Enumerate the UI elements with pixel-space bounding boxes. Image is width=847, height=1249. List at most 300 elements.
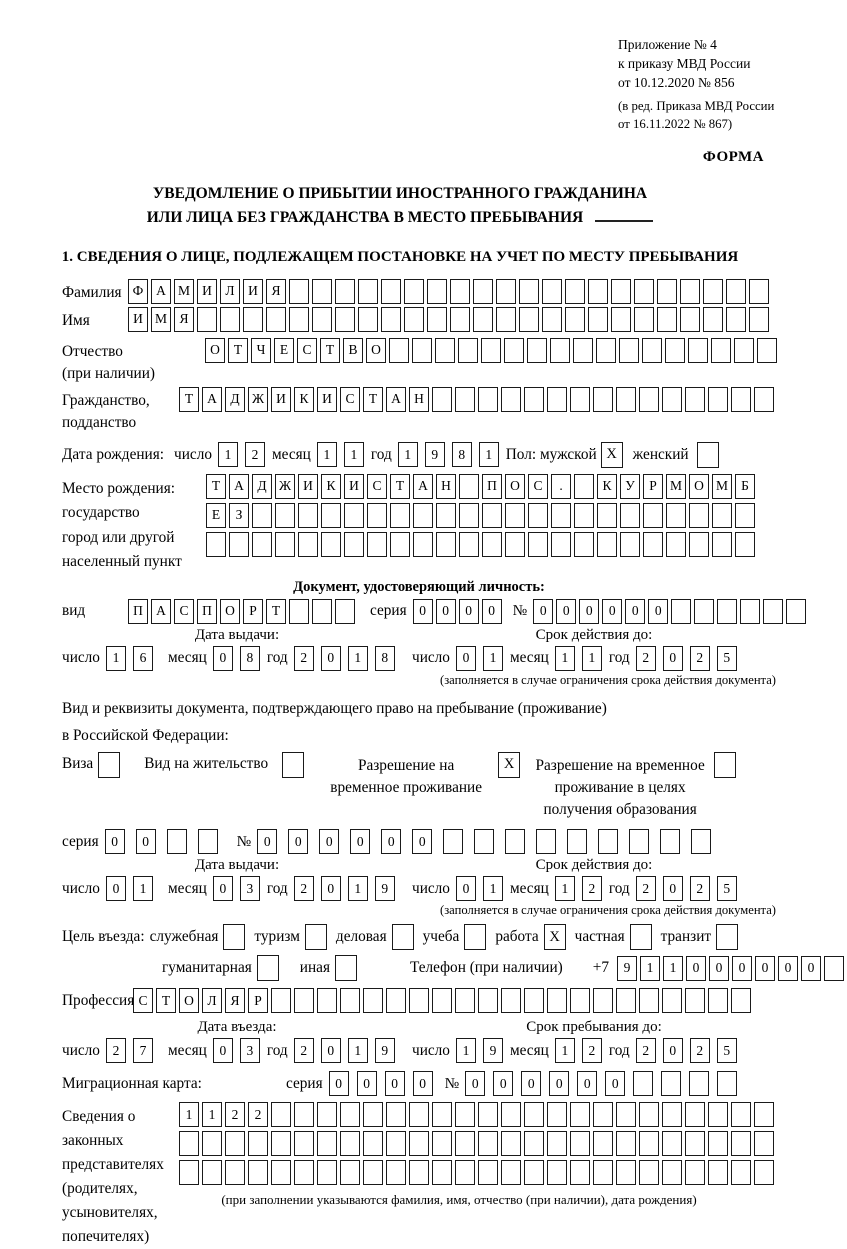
form-cell[interactable] <box>708 387 728 412</box>
form-cell[interactable]: М <box>151 307 171 332</box>
form-cell[interactable]: 2 <box>106 1038 126 1063</box>
form-cell[interactable] <box>524 1102 544 1127</box>
temp-residence-checkbox[interactable]: X <box>498 752 520 778</box>
form-cell[interactable] <box>459 474 479 499</box>
form-cell[interactable]: 0 <box>257 829 277 854</box>
form-cell[interactable]: 2 <box>582 876 602 901</box>
form-cell[interactable] <box>252 503 272 528</box>
form-cell[interactable] <box>694 599 714 624</box>
education-residence-checkbox[interactable] <box>714 752 736 778</box>
form-cell[interactable]: 0 <box>493 1071 513 1096</box>
form-cell[interactable]: Б <box>735 474 755 499</box>
form-cell[interactable]: С <box>367 474 387 499</box>
form-cell[interactable] <box>409 1160 429 1185</box>
form-cell[interactable] <box>593 387 613 412</box>
form-cell[interactable] <box>450 307 470 332</box>
form-cell[interactable] <box>685 988 705 1013</box>
form-cell[interactable] <box>275 532 295 557</box>
form-cell[interactable] <box>220 307 240 332</box>
form-cell[interactable]: А <box>151 599 171 624</box>
form-cell[interactable] <box>611 307 631 332</box>
form-cell[interactable]: Е <box>274 338 294 363</box>
form-cell[interactable] <box>455 1131 475 1156</box>
form-cell[interactable] <box>634 279 654 304</box>
form-cell[interactable]: 0 <box>625 599 645 624</box>
form-cell[interactable] <box>367 503 387 528</box>
form-cell[interactable] <box>754 1160 774 1185</box>
form-cell[interactable] <box>662 387 682 412</box>
form-cell[interactable] <box>289 307 309 332</box>
form-cell[interactable] <box>404 279 424 304</box>
form-cell[interactable]: О <box>689 474 709 499</box>
form-cell[interactable]: 1 <box>317 442 337 467</box>
form-cell[interactable]: 5 <box>717 876 737 901</box>
form-cell[interactable] <box>616 988 636 1013</box>
business-checkbox[interactable] <box>392 924 414 950</box>
form-cell[interactable] <box>501 988 521 1013</box>
form-cell[interactable]: 9 <box>375 1038 395 1063</box>
form-cell[interactable] <box>435 338 455 363</box>
form-cell[interactable]: 0 <box>329 1071 349 1096</box>
form-cell[interactable] <box>671 599 691 624</box>
form-cell[interactable] <box>459 532 479 557</box>
form-cell[interactable] <box>458 338 478 363</box>
form-cell[interactable]: 2 <box>636 1038 656 1063</box>
form-cell[interactable]: А <box>413 474 433 499</box>
form-cell[interactable]: О <box>366 338 386 363</box>
form-cell[interactable] <box>478 1160 498 1185</box>
form-cell[interactable]: 2 <box>248 1102 268 1127</box>
form-cell[interactable] <box>271 1102 291 1127</box>
form-cell[interactable]: Н <box>436 474 456 499</box>
form-cell[interactable] <box>824 956 844 981</box>
form-cell[interactable] <box>478 387 498 412</box>
form-cell[interactable] <box>547 1160 567 1185</box>
form-cell[interactable] <box>685 387 705 412</box>
form-cell[interactable] <box>478 1131 498 1156</box>
form-cell[interactable] <box>248 1131 268 1156</box>
form-cell[interactable]: 0 <box>459 599 479 624</box>
form-cell[interactable]: А <box>202 387 222 412</box>
form-cell[interactable] <box>363 1102 383 1127</box>
form-cell[interactable]: 8 <box>240 646 260 671</box>
form-cell[interactable]: 2 <box>690 1038 710 1063</box>
form-cell[interactable]: 0 <box>663 646 683 671</box>
form-cell[interactable]: 5 <box>717 1038 737 1063</box>
form-cell[interactable] <box>289 599 309 624</box>
form-cell[interactable] <box>666 503 686 528</box>
form-cell[interactable]: О <box>505 474 525 499</box>
form-cell[interactable]: Я <box>225 988 245 1013</box>
form-cell[interactable]: 0 <box>801 956 821 981</box>
form-cell[interactable] <box>536 829 556 854</box>
form-cell[interactable] <box>593 1131 613 1156</box>
form-cell[interactable] <box>547 1131 567 1156</box>
form-cell[interactable] <box>731 387 751 412</box>
form-cell[interactable]: 1 <box>348 876 368 901</box>
form-cell[interactable] <box>202 1160 222 1185</box>
form-cell[interactable] <box>455 387 475 412</box>
form-cell[interactable] <box>528 532 548 557</box>
form-cell[interactable]: 0 <box>533 599 553 624</box>
form-cell[interactable]: 1 <box>663 956 683 981</box>
form-cell[interactable]: 3 <box>240 876 260 901</box>
form-cell[interactable] <box>574 503 594 528</box>
form-cell[interactable] <box>754 1102 774 1127</box>
form-cell[interactable]: 2 <box>294 646 314 671</box>
form-cell[interactable] <box>597 503 617 528</box>
form-cell[interactable]: О <box>179 988 199 1013</box>
form-cell[interactable]: 0 <box>709 956 729 981</box>
form-cell[interactable] <box>317 988 337 1013</box>
form-cell[interactable] <box>197 307 217 332</box>
form-cell[interactable] <box>198 829 218 854</box>
form-cell[interactable] <box>542 307 562 332</box>
form-cell[interactable]: 0 <box>288 829 308 854</box>
form-cell[interactable]: Т <box>320 338 340 363</box>
form-cell[interactable] <box>167 829 187 854</box>
form-cell[interactable] <box>294 1102 314 1127</box>
form-cell[interactable]: А <box>386 387 406 412</box>
form-cell[interactable] <box>551 503 571 528</box>
form-cell[interactable] <box>570 1102 590 1127</box>
form-cell[interactable] <box>179 1131 199 1156</box>
form-cell[interactable] <box>229 532 249 557</box>
form-cell[interactable] <box>740 599 760 624</box>
form-cell[interactable]: А <box>151 279 171 304</box>
form-cell[interactable]: Р <box>643 474 663 499</box>
form-cell[interactable]: 0 <box>556 599 576 624</box>
form-cell[interactable]: 9 <box>617 956 637 981</box>
form-cell[interactable]: 2 <box>690 646 710 671</box>
form-cell[interactable] <box>482 532 502 557</box>
form-cell[interactable] <box>501 1160 521 1185</box>
form-cell[interactable]: 0 <box>648 599 668 624</box>
form-cell[interactable] <box>596 338 616 363</box>
form-cell[interactable]: О <box>220 599 240 624</box>
form-cell[interactable] <box>386 988 406 1013</box>
form-cell[interactable] <box>386 1102 406 1127</box>
form-cell[interactable] <box>225 1131 245 1156</box>
form-cell[interactable] <box>317 1102 337 1127</box>
form-cell[interactable]: З <box>229 503 249 528</box>
form-cell[interactable] <box>243 307 263 332</box>
form-cell[interactable] <box>616 387 636 412</box>
form-cell[interactable] <box>616 1160 636 1185</box>
form-cell[interactable] <box>708 988 728 1013</box>
form-cell[interactable] <box>547 387 567 412</box>
form-cell[interactable] <box>588 279 608 304</box>
form-cell[interactable] <box>735 503 755 528</box>
form-cell[interactable] <box>344 503 364 528</box>
form-cell[interactable] <box>749 279 769 304</box>
form-cell[interactable]: 1 <box>582 646 602 671</box>
form-cell[interactable] <box>639 387 659 412</box>
form-cell[interactable]: Ч <box>251 338 271 363</box>
form-cell[interactable] <box>726 279 746 304</box>
form-cell[interactable]: 0 <box>686 956 706 981</box>
form-cell[interactable] <box>340 988 360 1013</box>
form-cell[interactable]: 0 <box>350 829 370 854</box>
form-cell[interactable]: 2 <box>636 876 656 901</box>
form-cell[interactable] <box>524 387 544 412</box>
form-cell[interactable] <box>662 988 682 1013</box>
form-cell[interactable] <box>413 503 433 528</box>
form-cell[interactable] <box>616 1131 636 1156</box>
form-cell[interactable] <box>547 1102 567 1127</box>
form-cell[interactable]: 0 <box>321 876 341 901</box>
form-cell[interactable]: И <box>298 474 318 499</box>
form-cell[interactable] <box>639 1131 659 1156</box>
form-cell[interactable] <box>685 1131 705 1156</box>
form-cell[interactable]: А <box>229 474 249 499</box>
form-cell[interactable] <box>524 988 544 1013</box>
form-cell[interactable]: И <box>128 307 148 332</box>
form-cell[interactable]: С <box>133 988 153 1013</box>
form-cell[interactable]: Я <box>266 279 286 304</box>
form-cell[interactable]: 0 <box>579 599 599 624</box>
form-cell[interactable] <box>496 307 516 332</box>
form-cell[interactable]: 0 <box>413 599 433 624</box>
form-cell[interactable] <box>703 279 723 304</box>
form-cell[interactable] <box>616 1102 636 1127</box>
form-cell[interactable]: 9 <box>375 876 395 901</box>
form-cell[interactable] <box>459 503 479 528</box>
form-cell[interactable] <box>289 279 309 304</box>
form-cell[interactable]: И <box>317 387 337 412</box>
form-cell[interactable]: 1 <box>479 442 499 467</box>
form-cell[interactable] <box>708 1160 728 1185</box>
form-cell[interactable]: 0 <box>778 956 798 981</box>
form-cell[interactable]: 8 <box>452 442 472 467</box>
form-cell[interactable]: О <box>205 338 225 363</box>
form-cell[interactable]: С <box>174 599 194 624</box>
form-cell[interactable] <box>432 988 452 1013</box>
form-cell[interactable] <box>367 532 387 557</box>
form-cell[interactable] <box>620 532 640 557</box>
form-cell[interactable]: П <box>482 474 502 499</box>
form-cell[interactable]: 0 <box>319 829 339 854</box>
form-cell[interactable] <box>731 1131 751 1156</box>
form-cell[interactable]: С <box>297 338 317 363</box>
form-cell[interactable] <box>413 532 433 557</box>
form-cell[interactable]: Т <box>206 474 226 499</box>
form-cell[interactable] <box>524 1160 544 1185</box>
form-cell[interactable] <box>312 599 332 624</box>
form-cell[interactable]: 0 <box>321 646 341 671</box>
form-cell[interactable] <box>731 1102 751 1127</box>
form-cell[interactable] <box>620 503 640 528</box>
form-cell[interactable] <box>358 307 378 332</box>
form-cell[interactable]: 1 <box>179 1102 199 1127</box>
form-cell[interactable] <box>473 307 493 332</box>
form-cell[interactable] <box>455 988 475 1013</box>
form-cell[interactable] <box>567 829 587 854</box>
male-checkbox[interactable]: X <box>601 442 623 468</box>
form-cell[interactable]: 1 <box>483 646 503 671</box>
form-cell[interactable] <box>574 474 594 499</box>
form-cell[interactable] <box>252 532 272 557</box>
form-cell[interactable]: Е <box>206 503 226 528</box>
form-cell[interactable] <box>547 988 567 1013</box>
form-cell[interactable] <box>689 1071 709 1096</box>
form-cell[interactable] <box>661 1071 681 1096</box>
form-cell[interactable] <box>409 1131 429 1156</box>
form-cell[interactable]: П <box>128 599 148 624</box>
form-cell[interactable] <box>662 1102 682 1127</box>
form-cell[interactable]: 1 <box>555 646 575 671</box>
form-cell[interactable] <box>593 1160 613 1185</box>
form-cell[interactable] <box>786 599 806 624</box>
form-cell[interactable]: Я <box>174 307 194 332</box>
form-cell[interactable] <box>271 1131 291 1156</box>
form-cell[interactable] <box>344 532 364 557</box>
form-cell[interactable] <box>206 532 226 557</box>
form-cell[interactable] <box>642 338 662 363</box>
private-checkbox[interactable] <box>630 924 652 950</box>
form-cell[interactable] <box>294 1160 314 1185</box>
form-cell[interactable] <box>735 532 755 557</box>
form-cell[interactable]: Т <box>228 338 248 363</box>
form-cell[interactable] <box>432 1131 452 1156</box>
form-cell[interactable]: И <box>243 279 263 304</box>
form-cell[interactable] <box>629 829 649 854</box>
visa-checkbox[interactable] <box>98 752 120 778</box>
form-cell[interactable] <box>294 1131 314 1156</box>
form-cell[interactable]: Т <box>179 387 199 412</box>
form-cell[interactable]: 5 <box>717 646 737 671</box>
form-cell[interactable]: 0 <box>385 1071 405 1096</box>
form-cell[interactable]: Р <box>243 599 263 624</box>
form-cell[interactable] <box>340 1102 360 1127</box>
form-cell[interactable] <box>551 532 571 557</box>
form-cell[interactable] <box>474 829 494 854</box>
form-cell[interactable] <box>662 1131 682 1156</box>
form-cell[interactable] <box>611 279 631 304</box>
form-cell[interactable]: И <box>197 279 217 304</box>
form-cell[interactable]: Н <box>409 387 429 412</box>
form-cell[interactable] <box>294 988 314 1013</box>
form-cell[interactable]: 0 <box>381 829 401 854</box>
form-cell[interactable] <box>712 503 732 528</box>
form-cell[interactable] <box>409 988 429 1013</box>
form-cell[interactable]: 0 <box>755 956 775 981</box>
form-cell[interactable] <box>711 338 731 363</box>
form-cell[interactable] <box>432 1102 452 1127</box>
form-cell[interactable]: 0 <box>602 599 622 624</box>
form-cell[interactable] <box>619 338 639 363</box>
form-cell[interactable] <box>427 279 447 304</box>
form-cell[interactable] <box>570 988 590 1013</box>
form-cell[interactable]: С <box>340 387 360 412</box>
female-checkbox[interactable] <box>697 442 719 468</box>
form-cell[interactable] <box>409 1102 429 1127</box>
form-cell[interactable]: 0 <box>549 1071 569 1096</box>
form-cell[interactable] <box>570 387 590 412</box>
form-cell[interactable] <box>478 988 498 1013</box>
form-cell[interactable] <box>275 503 295 528</box>
form-cell[interactable]: 1 <box>344 442 364 467</box>
form-cell[interactable] <box>666 532 686 557</box>
form-cell[interactable]: 2 <box>690 876 710 901</box>
form-cell[interactable]: 8 <box>375 646 395 671</box>
form-cell[interactable] <box>335 599 355 624</box>
form-cell[interactable] <box>565 279 585 304</box>
form-cell[interactable]: 1 <box>456 1038 476 1063</box>
form-cell[interactable] <box>335 307 355 332</box>
form-cell[interactable]: П <box>197 599 217 624</box>
form-cell[interactable] <box>505 503 525 528</box>
form-cell[interactable] <box>643 503 663 528</box>
form-cell[interactable] <box>570 1160 590 1185</box>
form-cell[interactable] <box>680 279 700 304</box>
form-cell[interactable] <box>565 307 585 332</box>
form-cell[interactable]: 2 <box>636 646 656 671</box>
form-cell[interactable] <box>386 1160 406 1185</box>
form-cell[interactable]: 0 <box>413 1071 433 1096</box>
form-cell[interactable] <box>717 599 737 624</box>
form-cell[interactable] <box>754 1131 774 1156</box>
form-cell[interactable]: С <box>528 474 548 499</box>
form-cell[interactable] <box>542 279 562 304</box>
work-checkbox[interactable]: X <box>544 924 566 950</box>
form-cell[interactable]: Д <box>225 387 245 412</box>
form-cell[interactable] <box>271 988 291 1013</box>
form-cell[interactable]: Ж <box>275 474 295 499</box>
form-cell[interactable]: 0 <box>482 599 502 624</box>
form-cell[interactable] <box>527 338 547 363</box>
form-cell[interactable] <box>597 532 617 557</box>
form-cell[interactable] <box>501 387 521 412</box>
form-cell[interactable] <box>528 503 548 528</box>
official-checkbox[interactable] <box>223 924 245 950</box>
form-cell[interactable] <box>708 1131 728 1156</box>
form-cell[interactable]: 1 <box>555 1038 575 1063</box>
form-cell[interactable]: 0 <box>106 876 126 901</box>
form-cell[interactable]: 1 <box>398 442 418 467</box>
form-cell[interactable]: 0 <box>663 876 683 901</box>
form-cell[interactable] <box>450 279 470 304</box>
form-cell[interactable]: 0 <box>136 829 156 854</box>
form-cell[interactable] <box>657 279 677 304</box>
form-cell[interactable] <box>390 532 410 557</box>
form-cell[interactable]: 0 <box>412 829 432 854</box>
form-cell[interactable] <box>593 1102 613 1127</box>
form-cell[interactable]: М <box>712 474 732 499</box>
form-cell[interactable]: 1 <box>348 646 368 671</box>
form-cell[interactable] <box>570 1131 590 1156</box>
form-cell[interactable]: 0 <box>732 956 752 981</box>
form-cell[interactable]: Д <box>252 474 272 499</box>
form-cell[interactable] <box>363 1160 383 1185</box>
form-cell[interactable]: М <box>666 474 686 499</box>
form-cell[interactable] <box>363 988 383 1013</box>
form-cell[interactable] <box>717 1071 737 1096</box>
form-cell[interactable]: 0 <box>456 646 476 671</box>
form-cell[interactable] <box>691 829 711 854</box>
form-cell[interactable]: 9 <box>483 1038 503 1063</box>
form-cell[interactable]: 9 <box>425 442 445 467</box>
form-cell[interactable] <box>266 307 286 332</box>
form-cell[interactable] <box>550 338 570 363</box>
study-checkbox[interactable] <box>464 924 486 950</box>
form-cell[interactable] <box>639 1102 659 1127</box>
form-cell[interactable]: 0 <box>465 1071 485 1096</box>
form-cell[interactable]: 0 <box>105 829 125 854</box>
form-cell[interactable] <box>731 1160 751 1185</box>
form-cell[interactable]: 6 <box>133 646 153 671</box>
transit-checkbox[interactable] <box>716 924 738 950</box>
